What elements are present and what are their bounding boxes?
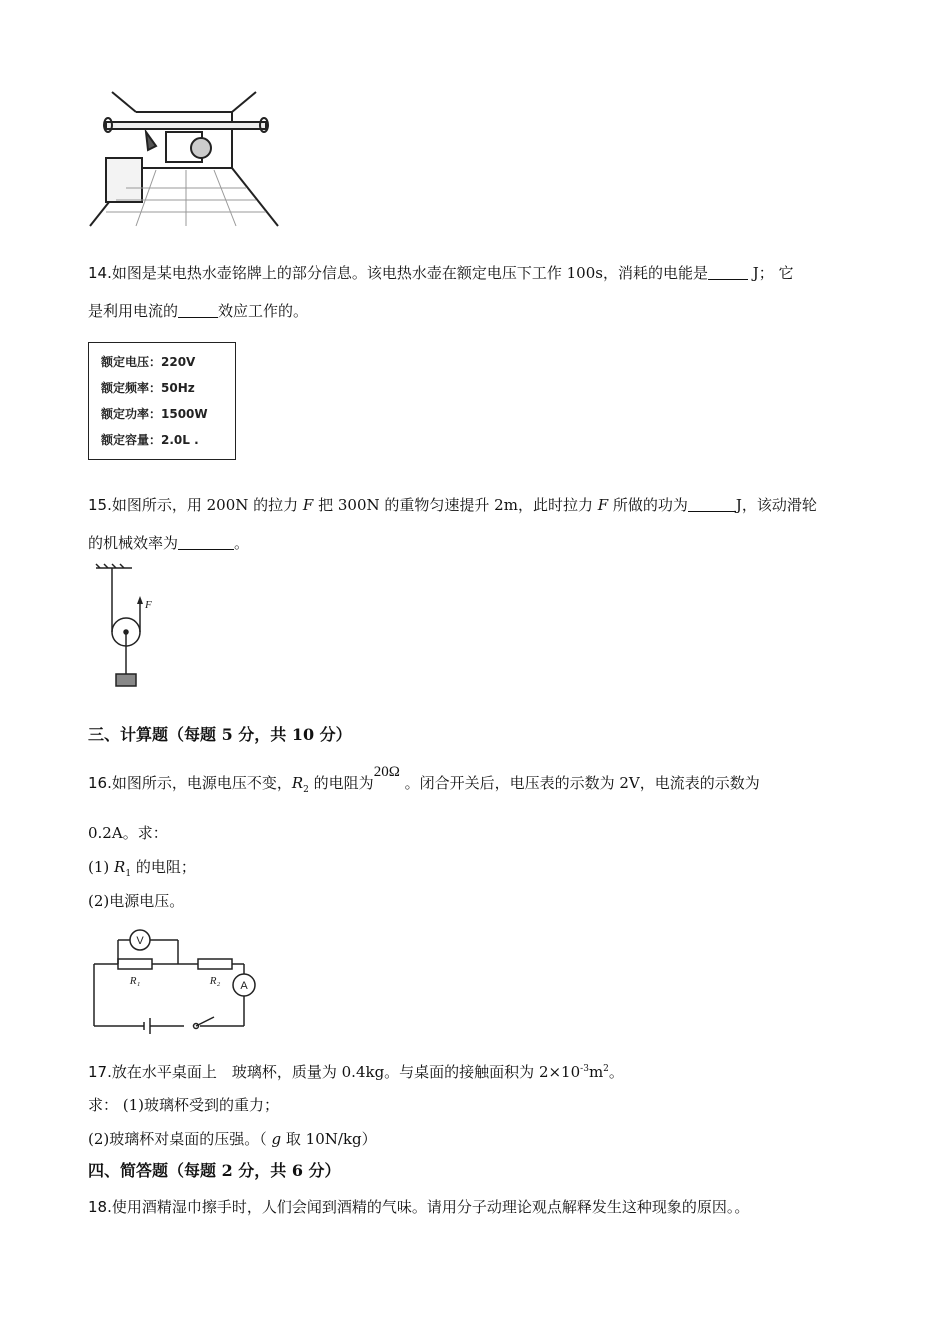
nameplate-voltage: 额定电压：220V xyxy=(101,355,196,369)
q14-line2: 是利用电流的 效应工作的。 xyxy=(88,302,309,320)
answer-blank[interactable] xyxy=(688,495,736,512)
voltmeter-label: V xyxy=(136,935,144,947)
q17-line3: (2)玻璃杯对桌面的压强。（ g 取 10N/kg） xyxy=(88,1130,377,1148)
q18-line1: 18.使用酒精湿巾擦手时，人们会闻到酒精的气味。请用分子动理论观点解释发生这种现象的原因。。 xyxy=(88,1198,750,1216)
circuit-diagram xyxy=(88,926,268,1036)
q17-line2: 求： (1)玻璃杯受到的重力； xyxy=(88,1096,280,1114)
q16-line1: 16.如图所示，电源电压不变，$R_2$ 的电阻为20Ω 。闭合开关后，电压表的示数为 2V，电流表的示数为 xyxy=(88,764,760,795)
resistor-r1-label: R₁ xyxy=(129,975,141,987)
q16-line2: 0.2A。求： xyxy=(88,824,168,842)
pulley-figure xyxy=(90,562,170,690)
q14-line1: 14.如图是某电热水壶铭牌上的部分信息。该电热水壶在额定电压下工作 100s，消耗的电能是 J； 它 xyxy=(88,264,794,282)
nameplate-frequency: 额定频率：50Hz xyxy=(101,381,195,395)
nameplate-figure xyxy=(88,342,236,460)
q16-part1: (1) $R_1$ 的电阻； xyxy=(88,858,196,879)
q15-line2: 的机械效率为 。 xyxy=(88,534,250,552)
answer-blank[interactable] xyxy=(178,533,234,550)
room-illustration xyxy=(86,88,282,230)
q17-line1: 17.放在水平桌面上 玻璃杯，质量为 0.4kg。与桌面的接触面积为 $2\times 10^{-3}m^2$。 xyxy=(88,1063,624,1081)
ammeter-label: A xyxy=(240,980,248,992)
question-number: 14. xyxy=(88,264,112,282)
nameplate-capacity: 额定容量：2.0L . xyxy=(101,433,199,447)
force-label-f: F xyxy=(145,599,152,611)
question-number: 18. xyxy=(88,1198,112,1216)
resistor-r2-label: R₂ xyxy=(209,975,221,987)
question-number: 15. xyxy=(88,496,112,514)
answer-blank[interactable] xyxy=(708,263,748,280)
question-number: 17. xyxy=(88,1063,112,1081)
q15-line1: 15.如图所示，用 200N 的拉力 F 把 300N 的重物匀速提升 2m，此时拉力 F 所做的功为 J，该动滑轮 xyxy=(88,496,817,514)
answer-blank[interactable] xyxy=(178,301,218,318)
nameplate-power: 额定功率：1500W xyxy=(101,407,208,421)
q16-part2: (2)电源电压。 xyxy=(88,892,185,910)
section-title-short-answer: 四、简答题（每题 2 分，共 6 分） xyxy=(88,1161,341,1180)
resistance-value: 20Ω xyxy=(373,764,400,780)
question-number: 16. xyxy=(88,774,112,792)
section-title-calculation: 三、计算题（每题 5 分，共 10 分） xyxy=(88,725,352,744)
